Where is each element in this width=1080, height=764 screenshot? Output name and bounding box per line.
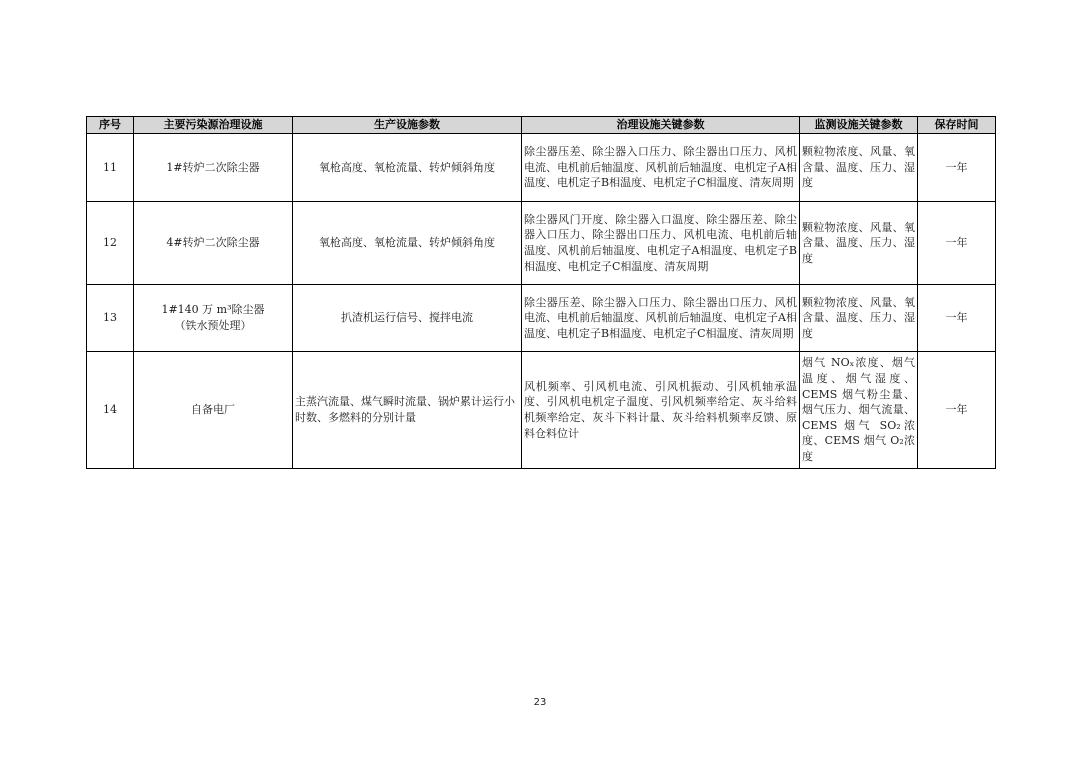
row-retention-time: 一年 — [918, 285, 996, 352]
row-facility — [134, 285, 293, 352]
row-retention-time: 一年 — [918, 202, 996, 285]
row-retention-time: 一年 — [918, 134, 996, 202]
row-monitoring-params: 颗粒物浓度、风量、氧含量、温度、压力、湿度 — [800, 202, 918, 285]
table-row — [87, 202, 996, 285]
row-treatment-params: 除尘器压差、除尘器入口压力、除尘器出口压力、风机电流、电机前后轴温度、风机前后轴温度、电机定子A相温度、电机定子B相温度、电机定子C相温度、清灰周期 — [522, 134, 800, 202]
row-facility-line1: 1#140 万 m³除尘器 — [161, 303, 265, 317]
header-facility: 主要污染源治理设施 — [134, 117, 293, 134]
page-number: 23 — [533, 697, 547, 708]
table-header-row — [87, 117, 996, 134]
row-treatment-params: 除尘器压差、除尘器入口压力、除尘器出口压力、风机电流、电机前后轴温度、风机前后轴温度、电机定子A相温度、电机定子B相温度、电机定子C相温度、清灰周期 — [522, 285, 800, 352]
row-facility: 自备电厂 — [134, 352, 293, 469]
row-monitoring-params: 颗粒物浓度、风量、氧含量、温度、压力、湿度 — [800, 134, 918, 202]
row-serial-no: 11 — [87, 134, 134, 202]
header-serial-no: 序号 — [87, 117, 134, 134]
row-monitoring-params: 颗粒物浓度、风量、氧含量、温度、压力、湿度 — [800, 285, 918, 352]
table-row — [87, 134, 996, 202]
row-production-params: 主蒸汽流量、煤气瞬时流量、锅炉累计运行小时数、多燃料的分别计量 — [293, 352, 522, 469]
row-facility: 4#转炉二次除尘器 — [134, 202, 293, 285]
row-serial-no: 12 — [87, 202, 134, 285]
row-retention-time: 一年 — [918, 352, 996, 469]
row-facility-line2: （铁水预处理） — [174, 319, 252, 332]
row-facility: 1#转炉二次除尘器 — [134, 134, 293, 202]
header-treatment-params: 治理设施关键参数 — [522, 117, 800, 134]
row-production-params: 氧枪高度、氧枪流量、转炉倾斜角度 — [293, 134, 522, 202]
row-treatment-params: 除尘器风门开度、除尘器入口温度、除尘器压差、除尘器入口压力、除尘器出口压力、风机电流、电机前后轴温度、风机前后轴温度、电机定子A相温度、电机定子B相温度、电机定子C相温度、清灰周期 — [522, 202, 800, 285]
parameters-table — [86, 116, 996, 469]
row-production-params: 扒渣机运行信号、搅拌电流 — [293, 285, 522, 352]
table-row — [87, 285, 996, 352]
row-serial-no: 14 — [87, 352, 134, 469]
row-treatment-params: 风机频率、引风机电流、引风机振动、引风机轴承温度、引风机电机定子温度、引风机频率给定、灰斗给料机频率给定、灰斗下料计量、灰斗给料机频率反馈、原料仓料位计 — [522, 352, 800, 469]
table-row — [87, 352, 996, 469]
row-monitoring-params: 烟气 NOₓ浓度、烟气温度、烟气湿度、CEMS 烟气粉尘量、烟气压力、烟气流量、CEMS 烟气 SO₂浓度、CEMS 烟气 O₂浓度 — [800, 352, 918, 469]
row-production-params: 氧枪高度、氧枪流量、转炉倾斜角度 — [293, 202, 522, 285]
row-serial-no: 13 — [87, 285, 134, 352]
header-production-params: 生产设施参数 — [293, 117, 522, 134]
header-monitoring-params: 监测设施关键参数 — [800, 117, 918, 134]
header-retention-time: 保存时间 — [918, 117, 996, 134]
